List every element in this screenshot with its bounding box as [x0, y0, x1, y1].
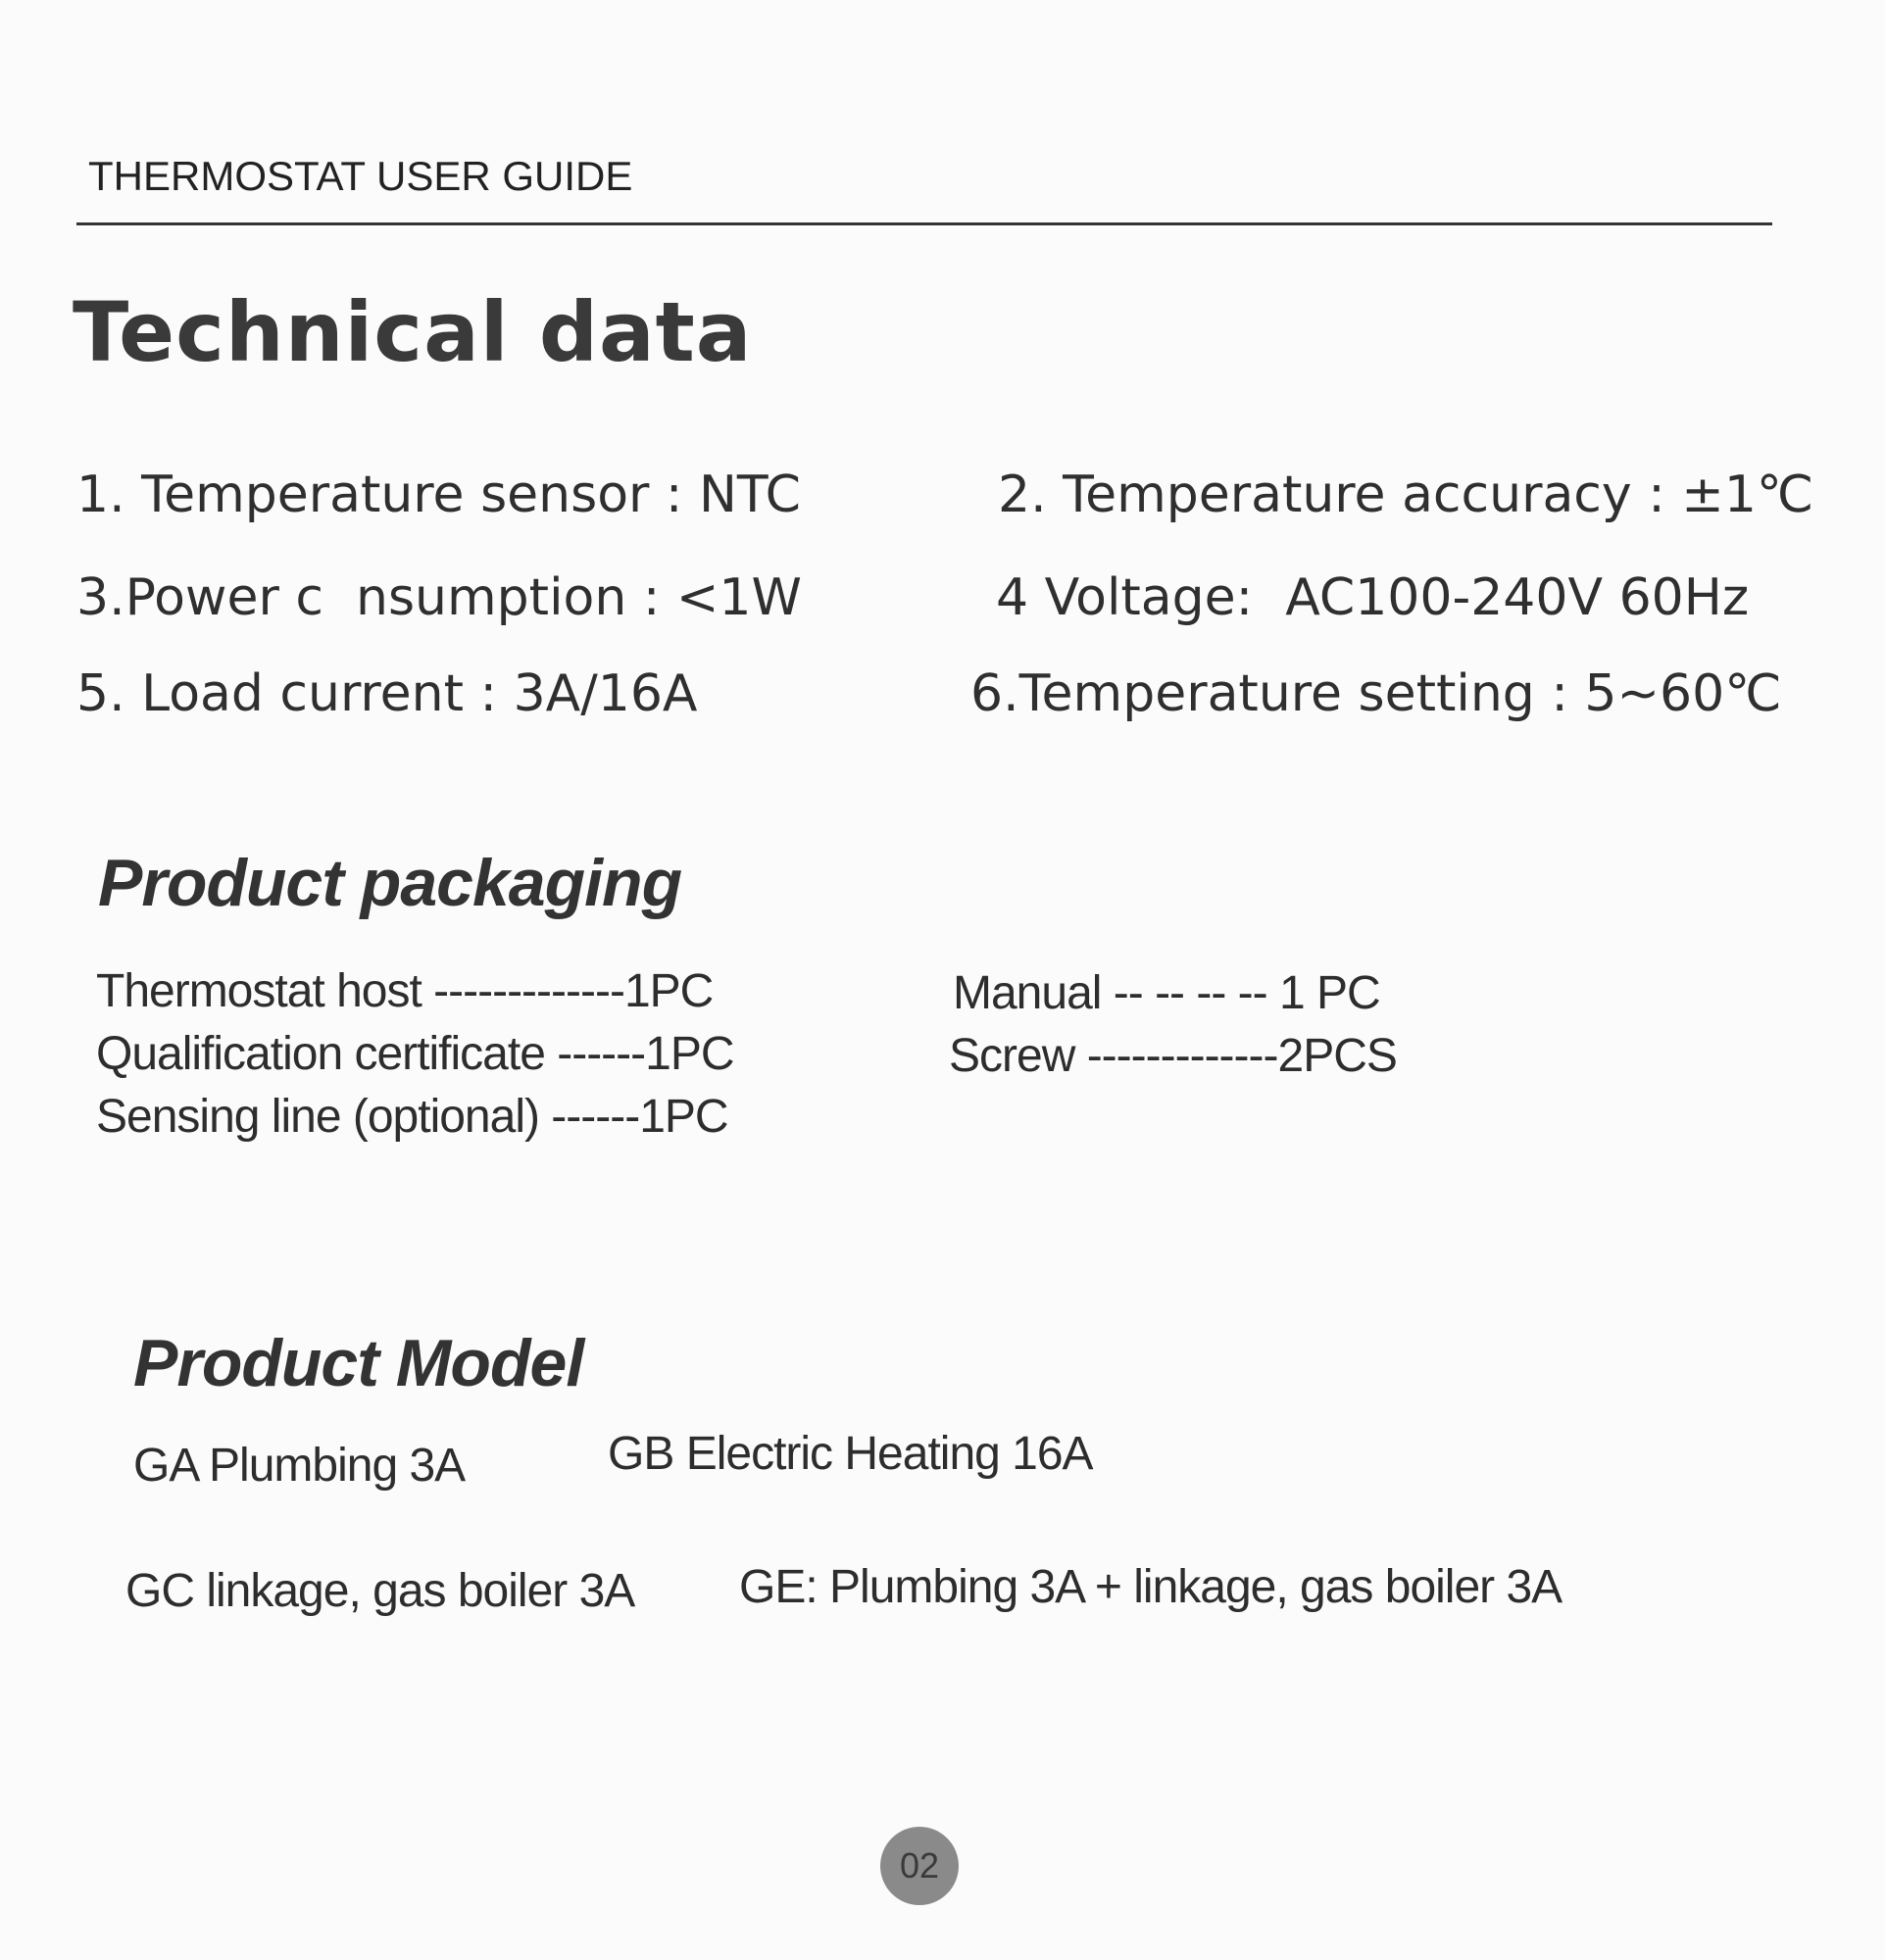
model-gc: GC linkage, gas boiler 3A: [125, 1565, 635, 1617]
product-packaging-title: Product packaging: [98, 846, 682, 920]
spec-power-consumption: 3.Power c nsumption : <1W: [76, 568, 802, 627]
spec-load-current: 5. Load current : 3A/16A: [76, 664, 698, 723]
technical-data-title: Technical data: [73, 284, 753, 380]
packaging-manual: Manual -- -- -- -- 1 PC: [953, 967, 1380, 1019]
model-ge: GE: Plumbing 3A + linkage, gas boiler 3A: [739, 1561, 1563, 1613]
packaging-sensing-line: Sensing line (optional) ------1PC: [96, 1091, 728, 1143]
spec-temperature-setting: 6.Temperature setting : 5~60℃: [970, 664, 1782, 723]
header-divider: [76, 222, 1772, 225]
document-header: THERMOSTAT USER GUIDE: [88, 153, 633, 199]
spec-temperature-accuracy: 2. Temperature accuracy : ±1℃: [998, 466, 1814, 524]
packaging-screw: Screw -------------2PCS: [949, 1030, 1397, 1082]
model-gb: GB Electric Heating 16A: [608, 1428, 1093, 1480]
spec-voltage: 4 Voltage: AC100-240V 60Hz: [996, 568, 1750, 627]
page-number-badge: 02: [880, 1827, 959, 1905]
model-ga: GA Plumbing 3A: [133, 1440, 466, 1492]
packaging-qualification-certificate: Qualification certificate ------1PC: [96, 1028, 734, 1080]
product-model-title: Product Model: [133, 1326, 584, 1400]
spec-temperature-sensor: 1. Temperature sensor : NTC: [76, 466, 801, 524]
packaging-thermostat-host: Thermostat host -------------1PC: [96, 965, 714, 1017]
